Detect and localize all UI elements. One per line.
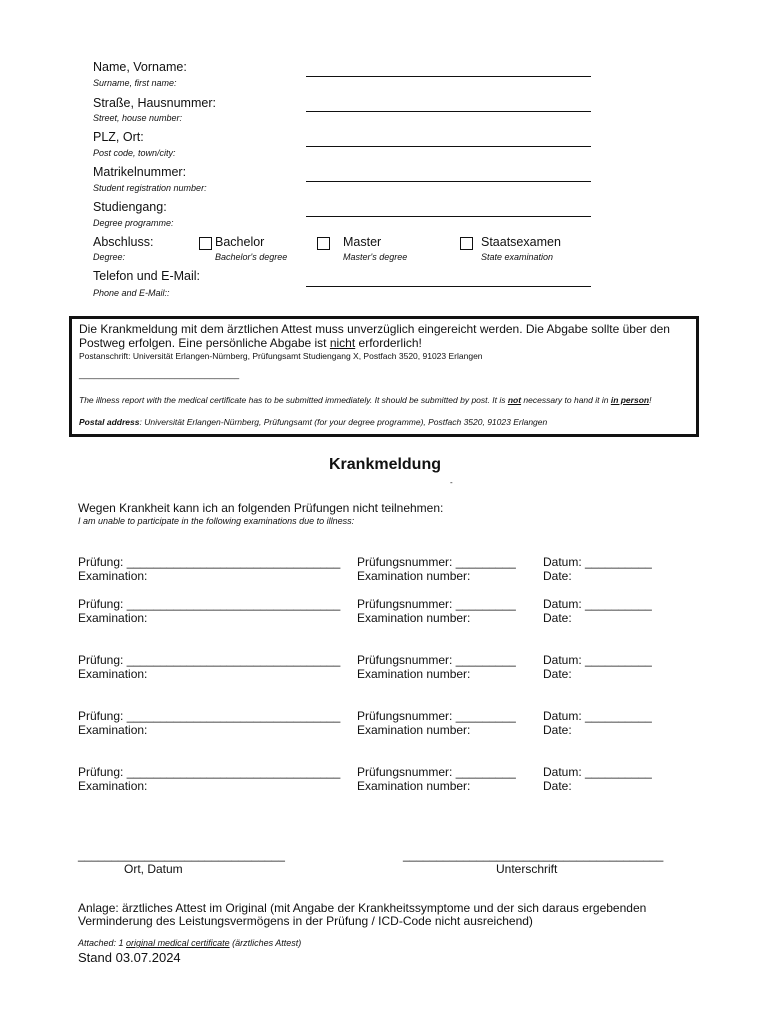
staatsexamen-checkbox[interactable]: [460, 237, 473, 250]
exam-date-field[interactable]: Datum: __________: [543, 653, 652, 667]
notice-german-text: [79, 323, 691, 350]
bachelor-label: Bachelor: [215, 235, 265, 249]
place-date-label: Ort, Datum: [124, 862, 183, 876]
document-version: Stand 03.07.2024: [78, 950, 181, 965]
matrikel-label: Matrikelnummer:: [93, 165, 187, 179]
exam-number-label-en: Examination number:: [357, 569, 471, 583]
phone-label: Telefon und E-Mail:: [93, 269, 201, 283]
phone-field[interactable]: [306, 286, 591, 287]
notice-postal-address: [79, 417, 547, 427]
name-label: Name, Vorname:: [93, 60, 187, 74]
exam-number-label-en: Examination number:: [357, 723, 471, 737]
staatsexamen-sublabel: State examination: [481, 252, 554, 262]
plz-label: PLZ, Ort:: [93, 130, 144, 144]
abschluss-sublabel: Degree:: [93, 252, 126, 262]
phone-sublabel: Phone and E-Mail::: [93, 288, 170, 298]
place-date-line[interactable]: _______________________________: [78, 848, 285, 862]
exam-number-field[interactable]: Prüfungsnummer: _________: [357, 709, 516, 723]
exam-field[interactable]: Prüfung: ________________________________: [78, 765, 341, 779]
exam-number-label-en: Examination number:: [357, 667, 471, 681]
studiengang-label: Studiengang:: [93, 200, 167, 214]
street-sublabel: Street, house number:: [93, 113, 183, 123]
notice-separator: ________________________________: [79, 369, 240, 379]
exam-number-field[interactable]: Prüfungsnummer: _________: [357, 653, 516, 667]
exam-field[interactable]: Prüfung: ________________________________: [78, 653, 341, 667]
signature-label: Unterschrift: [496, 862, 558, 876]
exam-number-field[interactable]: Prüfungsnummer: _________: [357, 597, 516, 611]
exam-number-label-en: Examination number:: [357, 779, 471, 793]
intro-english: I am unable to participate in the following examinations due to illness:: [78, 516, 355, 526]
plz-sublabel: Post code, town/city:: [93, 148, 176, 158]
attachment-en-suffix: (ärztliches Attest): [229, 938, 302, 948]
exam-number-label-en: Examination number:: [357, 611, 471, 625]
exam-date-label-en: Date:: [543, 779, 572, 793]
plz-field[interactable]: [306, 146, 591, 147]
master-sublabel: Master's degree: [343, 252, 408, 262]
exam-date-label-en: Date:: [543, 723, 572, 737]
matrikel-field[interactable]: [306, 181, 591, 182]
exam-date-field[interactable]: Datum: __________: [543, 709, 652, 723]
exam-label-en: Examination:: [78, 779, 148, 793]
notice-english-text: [79, 395, 689, 406]
exam-label-en: Examination:: [78, 611, 148, 625]
attachment-en-prefix: Attached: 1: [78, 938, 127, 948]
exam-label-en: Examination:: [78, 723, 148, 737]
exam-number-field[interactable]: Prüfungsnummer: _________: [357, 765, 516, 779]
exam-label-en: Examination:: [78, 667, 148, 681]
street-label: Straße, Hausnummer:: [93, 96, 216, 110]
notice-en-part1: The illness report with the medical certificate has to be submitted immediately. It should be submitted by post. It is: [79, 395, 508, 405]
exam-field[interactable]: Prüfung: ________________________________: [78, 597, 341, 611]
exam-label-en: Examination:: [78, 569, 148, 583]
exam-field[interactable]: Prüfung: ________________________________: [78, 709, 341, 723]
intro-german: Wegen Krankheit kann ich an folgenden Prüfungen nicht teilnehmen:: [78, 501, 444, 515]
name-field[interactable]: [306, 76, 591, 77]
page-title: Krankmeldung: [328, 456, 441, 473]
bachelor-checkbox[interactable]: [199, 237, 212, 250]
exam-date-label-en: Date:: [543, 611, 572, 625]
attachment-german: Anlage: ärztliches Attest im Original (mit Angabe der Krankheitssymptome und der sich daraus ergebenden Verminderung des Leistungsvermögens in der Prüfung / ICD-Code nicht ausreichend): [78, 901, 647, 928]
exam-date-label-en: Date:: [543, 667, 572, 681]
master-checkbox[interactable]: [317, 237, 330, 250]
studiengang-sublabel: Degree programme:: [93, 218, 174, 228]
exam-date-field[interactable]: Datum: __________: [543, 555, 652, 569]
notice-en-not: not: [507, 395, 522, 405]
postal-address-label: Postal address: [79, 417, 140, 427]
attachment-en-link: original medical certificate: [126, 938, 230, 948]
submission-notice-box: [69, 316, 699, 437]
notice-en-part3: !: [649, 395, 652, 405]
exam-date-label-en: Date:: [543, 569, 572, 583]
attachment-english: [78, 938, 301, 948]
notice-de-part1: Die Krankmeldung mit dem ärztlichen Attest muss unverzüglich eingereicht werden. Die Abgabe sollte über den Postweg erfolgen. Eine persönliche Abgabe ist: [79, 322, 670, 350]
postal-address-text: : Universität Erlangen-Nürnberg, Prüfungsamt (for your degree programme), Postfach 3520, 91023 Erlangen: [139, 417, 548, 427]
notice-de-nicht: nicht: [329, 335, 356, 350]
exam-field[interactable]: Prüfung: ________________________________: [78, 555, 341, 569]
staatsexamen-label: Staatsexamen: [481, 235, 561, 249]
notice-en-inperson: in person: [610, 395, 650, 405]
bachelor-sublabel: Bachelor's degree: [215, 252, 288, 262]
exam-date-field[interactable]: Datum: __________: [543, 597, 652, 611]
notice-en-part2: necessary to hand it in: [521, 395, 611, 405]
master-label: Master: [343, 235, 382, 249]
notice-postanschrift: Postanschrift: Universität Erlangen-Nürnberg, Prüfungsamt Studiengang X, Postfach 3520, 91023 Erlangen: [79, 351, 483, 361]
street-field[interactable]: [306, 111, 591, 112]
signature-line[interactable]: _______________________________________: [403, 848, 664, 862]
exam-date-field[interactable]: Datum: __________: [543, 765, 652, 779]
name-sublabel: Surname, first name:: [93, 78, 177, 88]
studiengang-field[interactable]: [306, 216, 591, 217]
matrikel-sublabel: Student registration number:: [93, 183, 207, 193]
title-mark: -: [450, 478, 453, 487]
abschluss-label: Abschluss:: [93, 235, 154, 249]
notice-de-part2: erforderlich!: [355, 335, 422, 350]
exam-number-field[interactable]: Prüfungsnummer: _________: [357, 555, 516, 569]
